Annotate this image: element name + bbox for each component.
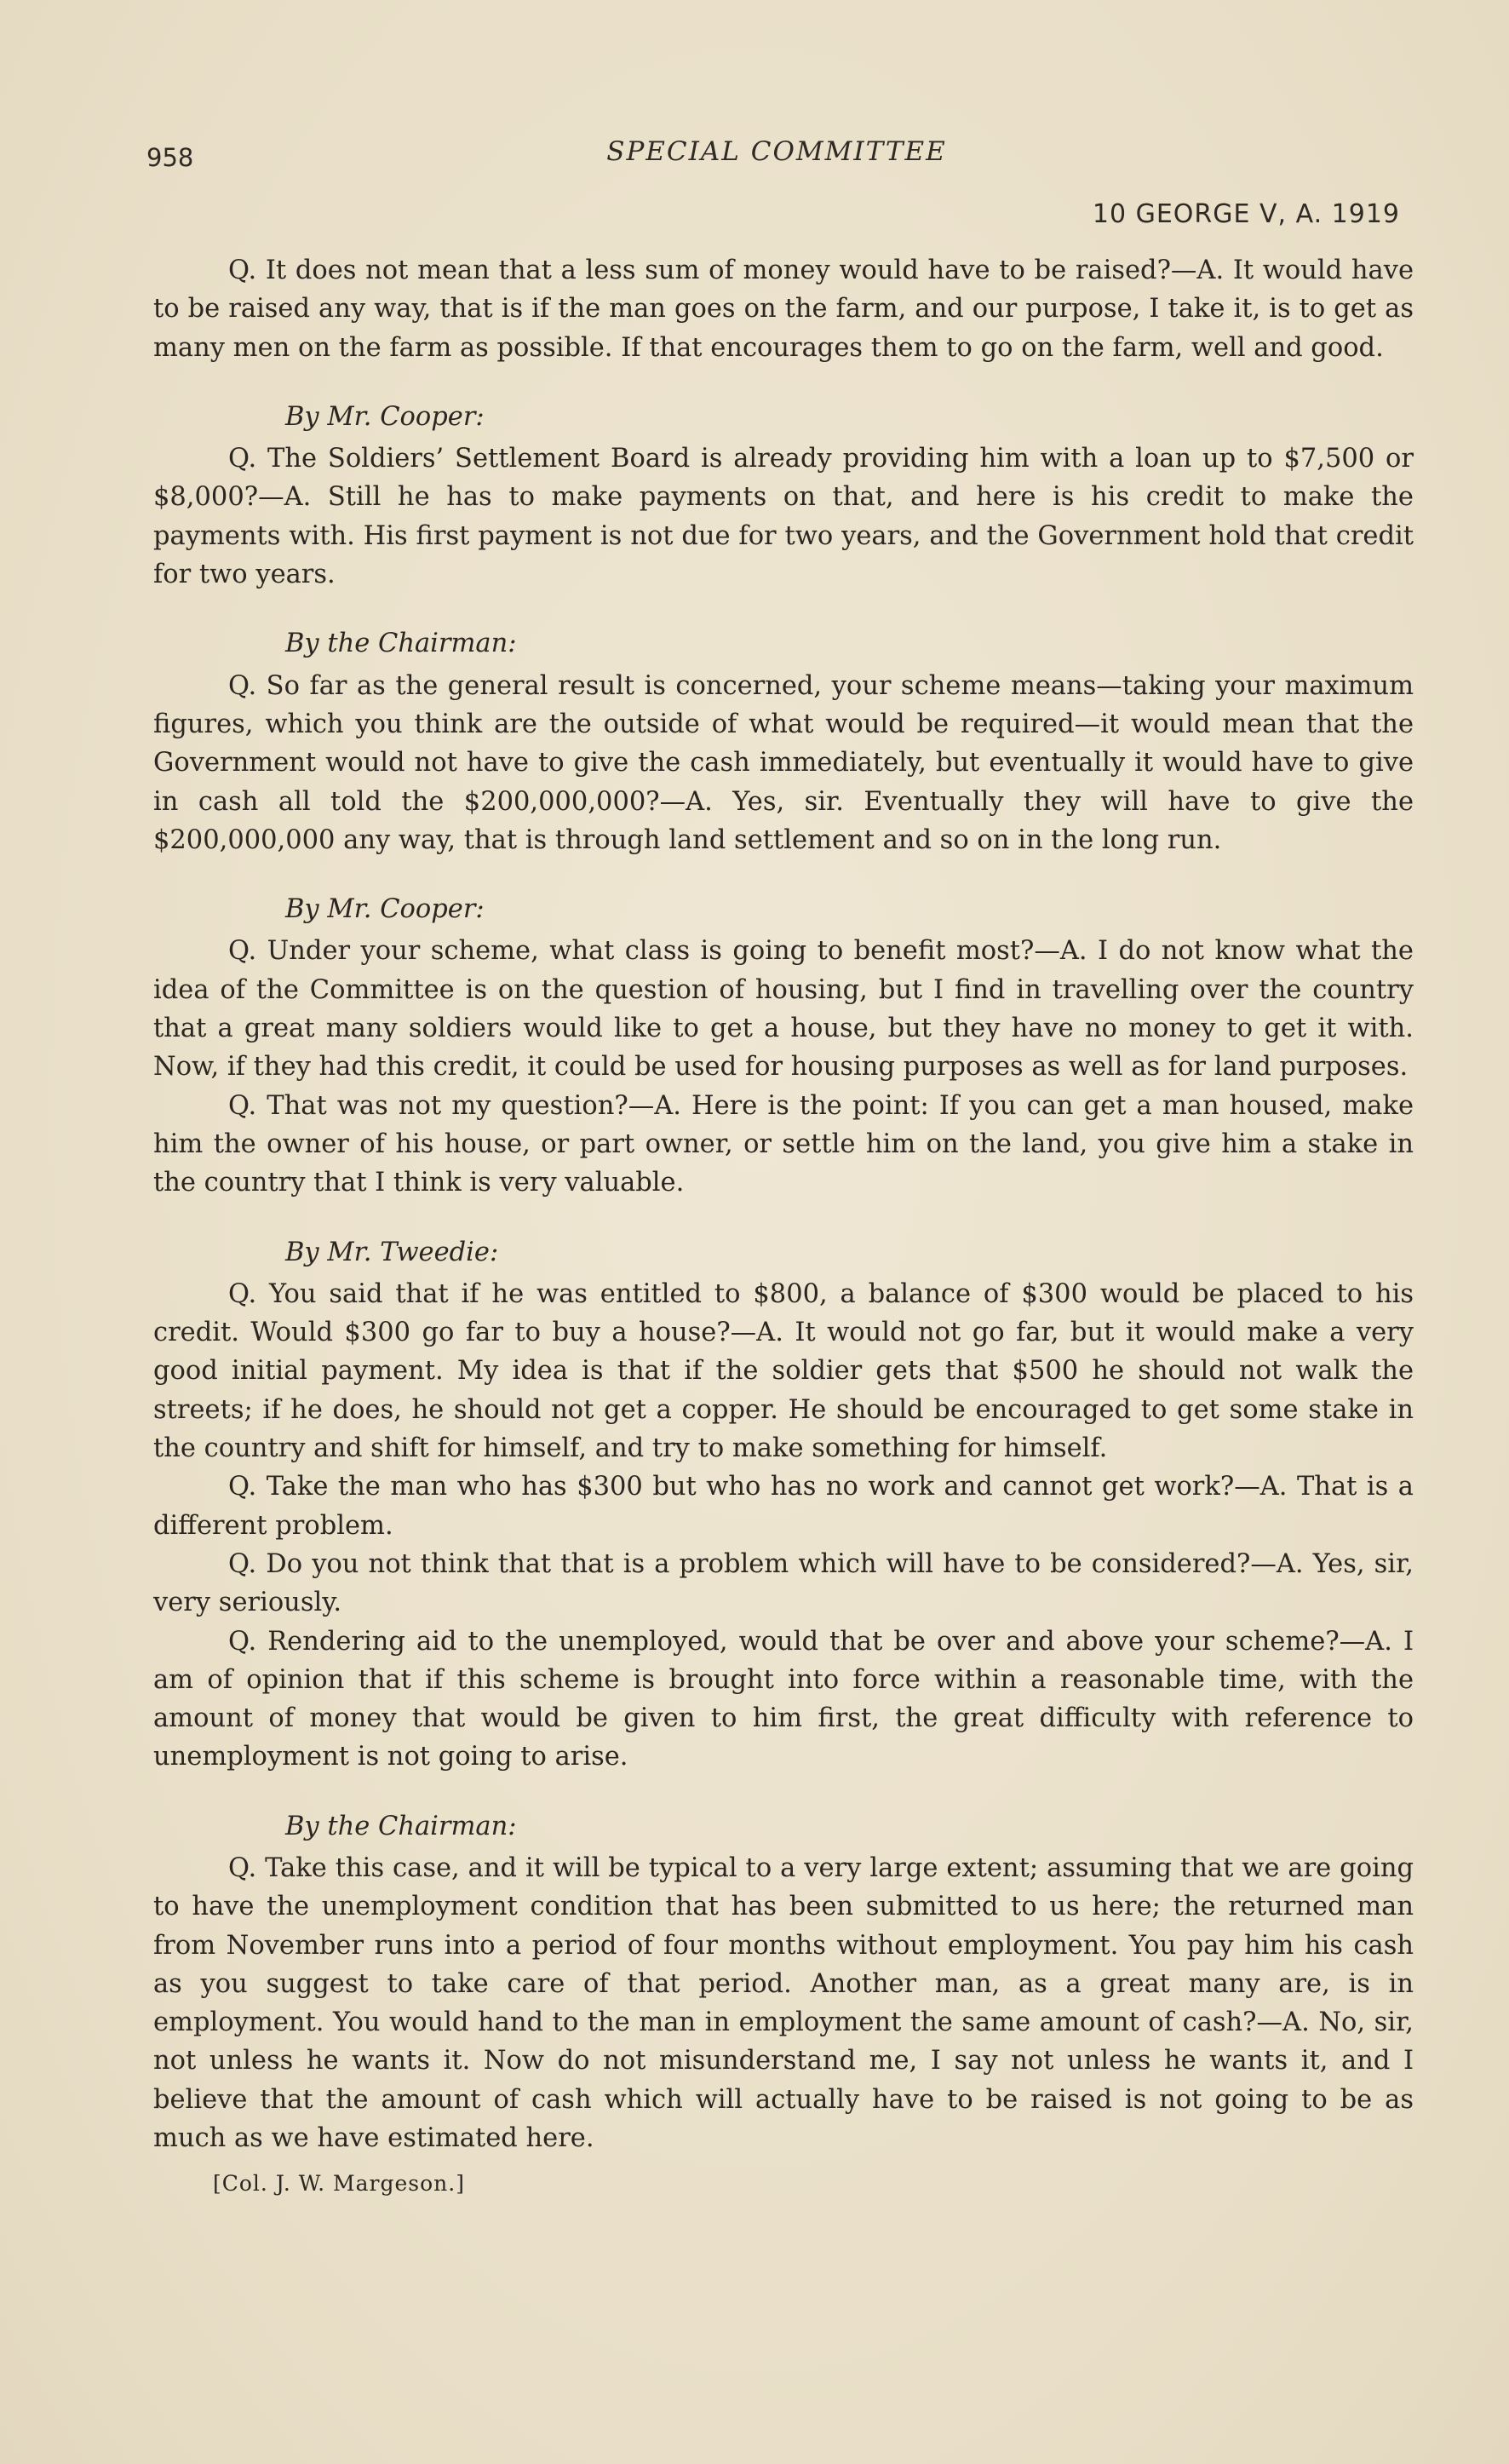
page-number: 958: [146, 143, 194, 172]
body-text: [153, 251, 1414, 2203]
paragraph: Q. You said that if he was entitled to $800, a balance of $300 would be placed to his credit. Would $300 go far to buy a house?—A. It would not go far, but it would make a very good initial payment. My idea is that if the soldier gets that $500 he should not walk the streets; if he does, he should not get a copper. He should be encouraged to get some stake in the country and shift for himself, and try to make something for himself.: [153, 1278, 1414, 1464]
paragraph: Q. Do you not think that that is a problem which will have to be considered?—A. Yes, sir, very seriously.: [153, 1548, 1414, 1618]
witness-note: [Col. J. W. Margeson.]: [213, 2171, 465, 2197]
paragraph: Q. That was not my question?—A. Here is the point: If you can get a man housed, make him the owner of his house, or part owner, or settle him on the land, you give him a stake in the country that I think is very valuable.: [153, 1090, 1414, 1198]
speaker-heading: By Mr. Tweedie:: [285, 1237, 499, 1267]
paragraph: Q. Rendering aid to the unemployed, would that be over and above your scheme?—A. I am of opinion that if this scheme is brought into force within a reasonable time, with the amount of money that would be given to him first, the great difficulty with reference to unemployment is not going to arise.: [153, 1626, 1414, 1772]
page-header: [146, 136, 1407, 187]
session-line: 10 GEORGE V, A. 1919: [1092, 199, 1400, 229]
running-head: SPECIAL COMMITTEE: [606, 136, 947, 167]
paragraph: Q. Under your scheme, what class is going to benefit most?—A. I do not know what the idea of the Committee is on the question of housing, but I find in travelling over the country that a great many soldiers would like to get a house, but they have no money to get it with. Now, if they had this credit, it could be used for housing purposes as well as for land purposes.: [153, 936, 1414, 1083]
paragraph: Q. Take this case, and it will be typical to a very large extent; assuming that we are going to have the unemployment condition that has been submitted to us here; the returned man from November runs into a period of four months without employment. You pay him his cash as you suggest to take care of that period. Another man, as a great many are, is in employment. You would hand to the man in employment the same amount of cash?—A. No, sir, not unless he wants it. Now do not misunderstand me, I say not unless he wants it, and I believe that the amount of cash which will actually have to be raised is not going to be as much as we have estimated here.: [153, 1852, 1414, 2154]
paragraph: Q. The Soldiers’ Settlement Board is already providing him with a loan up to $7,500 or $8,000?—A. Still he has to make payments on that, and here is his credit to make the payments with. His first payment is not due for two years, and the Government hold that credit for two years.: [153, 444, 1414, 590]
speaker-heading: By Mr. Cooper:: [285, 401, 485, 432]
speaker-heading: By Mr. Cooper:: [285, 894, 485, 925]
speaker-heading: By the Chairman:: [285, 1811, 517, 1841]
paragraph: Q. So far as the general result is concerned, your scheme means—taking your maximum figures, which you think are the outside of what would be required—it would mean that the Government would not have to give the cash immediately, but eventually it would have to give in cash all told the $200,000,000?—A. Yes, sir. Eventually they will have to give the $200,000,000 any way, that is through land settlement and so on in the long run.: [153, 670, 1414, 855]
paragraph: Q. Take the man who has $300 but who has no work and cannot get work?—A. That is a different problem.: [153, 1472, 1414, 1541]
speaker-heading: By the Chairman:: [285, 629, 517, 659]
paragraph: Q. It does not mean that a less sum of money would have to be raised?—A. It would have to be raised any way, that is if the man goes on the farm, and our purpose, I take it, is to get as many men on the farm as possible. If that encourages them to go on the farm, well and good.: [153, 256, 1414, 363]
